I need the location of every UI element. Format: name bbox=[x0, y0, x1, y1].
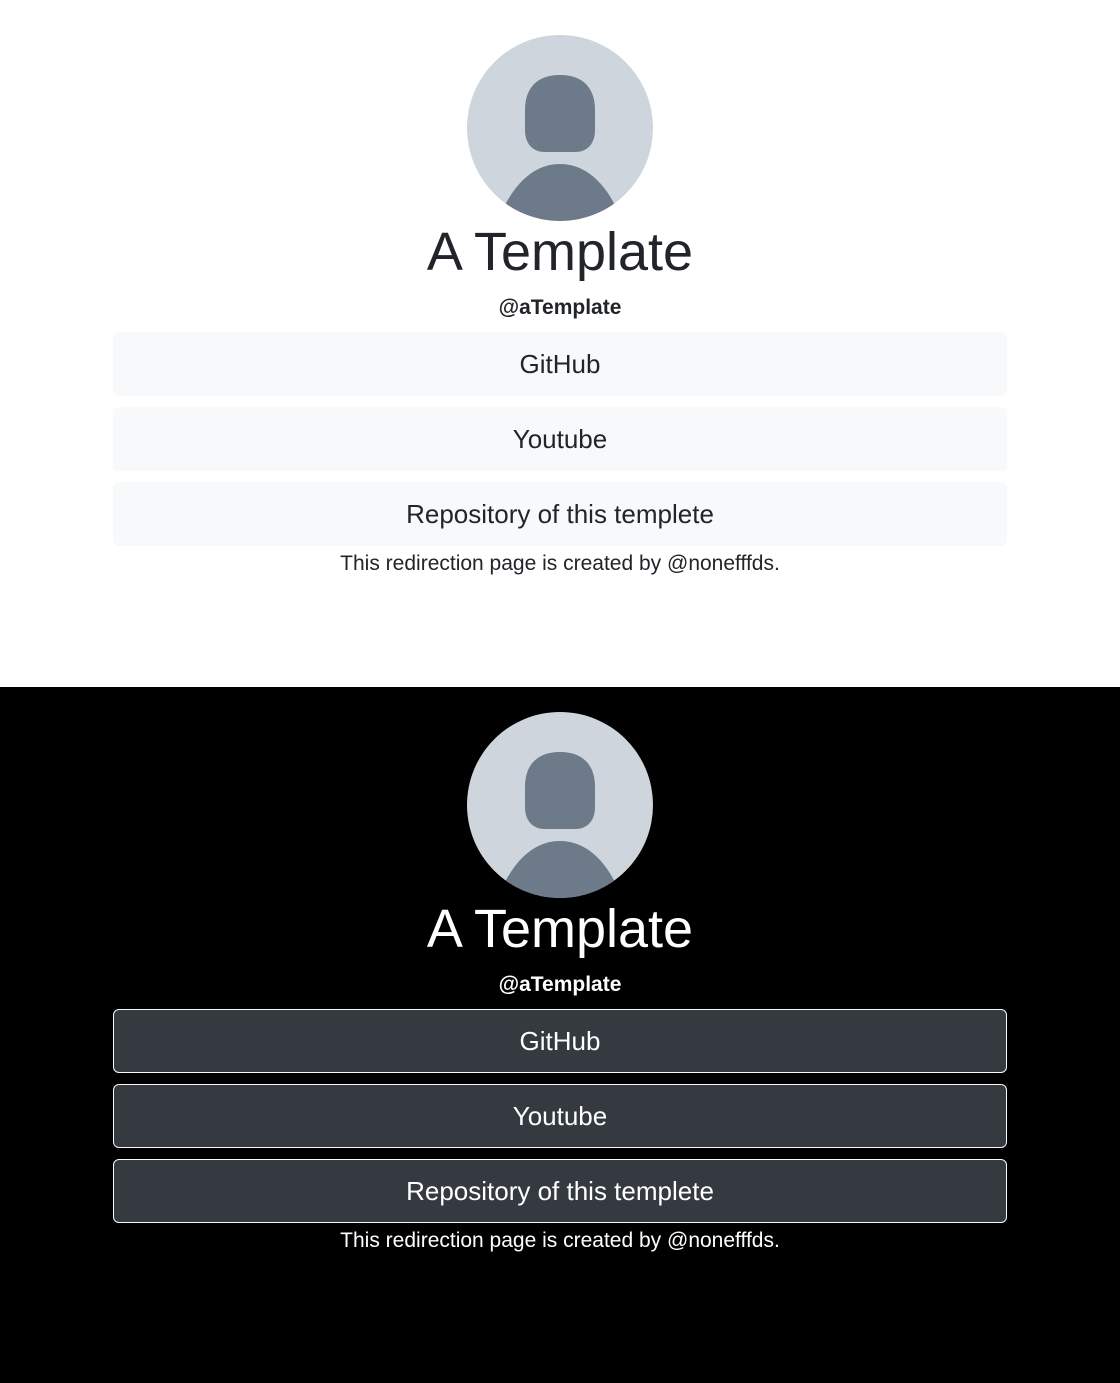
profile-name: A Template bbox=[426, 222, 694, 282]
footer-credit: This redirection page is created by @nonefffds. bbox=[340, 552, 780, 575]
github-link-button[interactable]: GitHub bbox=[113, 1009, 1007, 1073]
link-list bbox=[113, 1009, 1007, 1234]
link-list bbox=[113, 332, 1007, 557]
repository-link-button[interactable]: Repository of this templete bbox=[113, 482, 1007, 546]
repository-link-button[interactable]: Repository of this templete bbox=[113, 1159, 1007, 1223]
github-link-button[interactable]: GitHub bbox=[113, 332, 1007, 396]
youtube-link-button[interactable]: Youtube bbox=[113, 407, 1007, 471]
default-user-avatar-icon bbox=[467, 35, 653, 221]
default-user-avatar-icon bbox=[467, 712, 653, 898]
avatar bbox=[467, 35, 653, 221]
profile-handle: @aTemplate bbox=[498, 296, 622, 319]
light-theme-panel bbox=[0, 0, 1120, 687]
avatar bbox=[467, 712, 653, 898]
dark-theme-panel bbox=[0, 687, 1120, 1383]
profile-name: A Template bbox=[426, 899, 694, 959]
footer-credit: This redirection page is created by @nonefffds. bbox=[340, 1229, 780, 1252]
youtube-link-button[interactable]: Youtube bbox=[113, 1084, 1007, 1148]
profile-handle: @aTemplate bbox=[498, 973, 622, 996]
